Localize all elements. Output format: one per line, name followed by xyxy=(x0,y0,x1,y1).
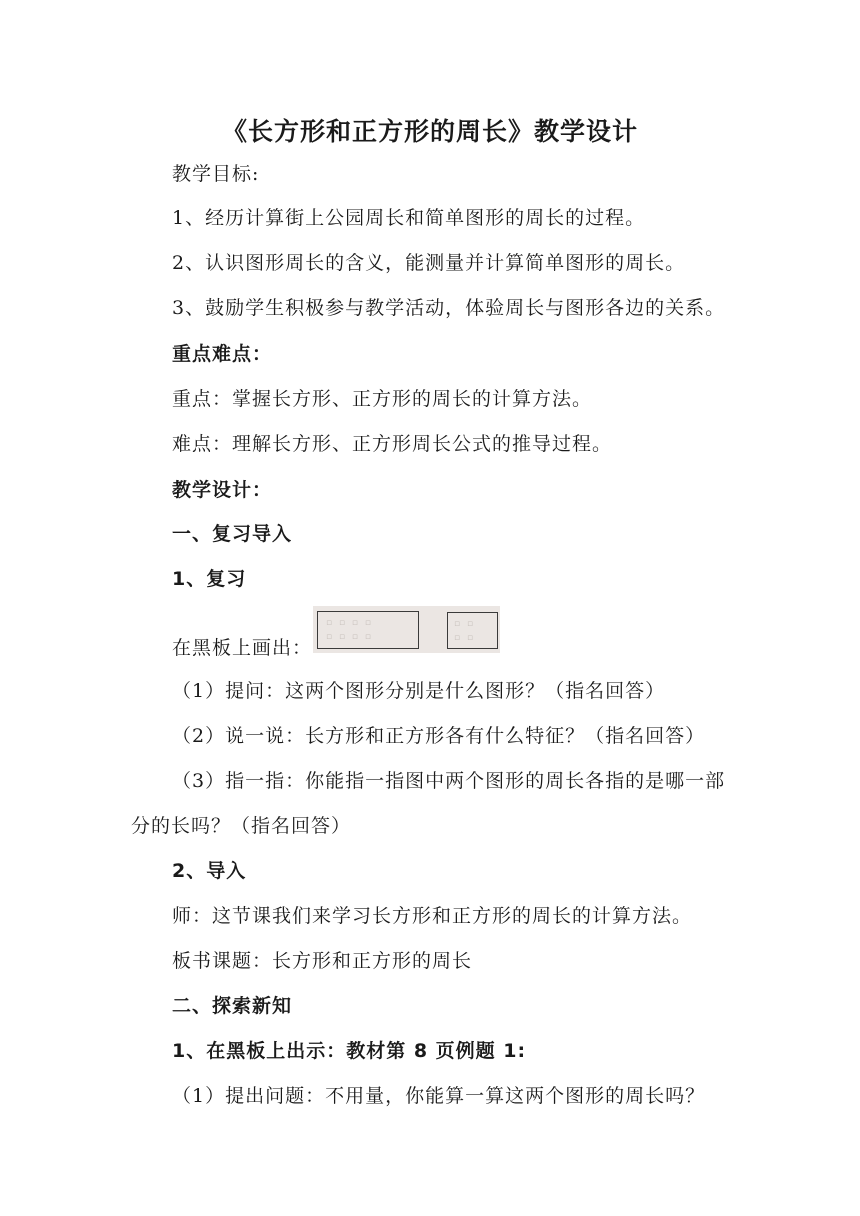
objective-item-3: 3、鼓励学生积极参与教学活动，体验周长与图形各边的关系。 xyxy=(172,297,726,319)
section2-item-1: 1、在黑板上出示：教材第 8 页例题 1: xyxy=(172,1040,527,1062)
teacher-text: 师：这节课我们来学习长方形和正方形的周长的计算方法。 xyxy=(172,905,693,927)
objective-item-2: 2、认识图形周长的含义，能测量并计算简单图形的周长。 xyxy=(172,252,686,274)
review-question-3-line1: （3）指一指：你能指一指图中两个图形的周长各指的是哪一部 xyxy=(172,770,726,792)
board-drawing-text: 在黑板上画出： xyxy=(172,637,313,659)
review-heading: 1、复习 xyxy=(172,568,247,590)
square-shape: ▫ ▫ ▫ ▫ xyxy=(447,612,498,649)
section1-heading: 一、复习导入 xyxy=(172,523,293,545)
key-points-heading: 重点难点： xyxy=(172,343,273,365)
objective-item-1: 1、经历计算街上公园周长和简单图形的周长的过程。 xyxy=(172,207,646,229)
difficulty-text: 难点：理解长方形、正方形周长公式的推导过程。 xyxy=(172,433,613,455)
review-question-2: （2）说一说：长方形和正方形各有什么特征？（指名回答） xyxy=(172,725,706,747)
focus-text: 重点：掌握长方形、正方形的周长的计算方法。 xyxy=(172,388,593,410)
objectives-heading: 教学目标: xyxy=(172,163,260,185)
section2-question-1: （1）提出问题：不用量，你能算一算这两个图形的周长吗？ xyxy=(172,1085,706,1107)
intro-heading: 2、导入 xyxy=(172,860,247,882)
design-heading: 教学设计： xyxy=(172,479,273,501)
shapes-figure xyxy=(313,606,500,653)
board-title-text: 板书课题：长方形和正方形的周长 xyxy=(172,950,473,972)
review-question-1: （1）提问：这两个图形分别是什么图形？（指名回答） xyxy=(172,680,666,702)
section2-heading: 二、探索新知 xyxy=(172,995,293,1017)
review-question-3-line2: 分的长吗？（指名回答） xyxy=(131,815,352,837)
document-title: 《长方形和正方形的周长》教学设计 xyxy=(221,117,638,146)
rectangle-shape: ▫ ▫ ▫ ▫ ▫ ▫ ▫ ▫ xyxy=(317,611,419,649)
